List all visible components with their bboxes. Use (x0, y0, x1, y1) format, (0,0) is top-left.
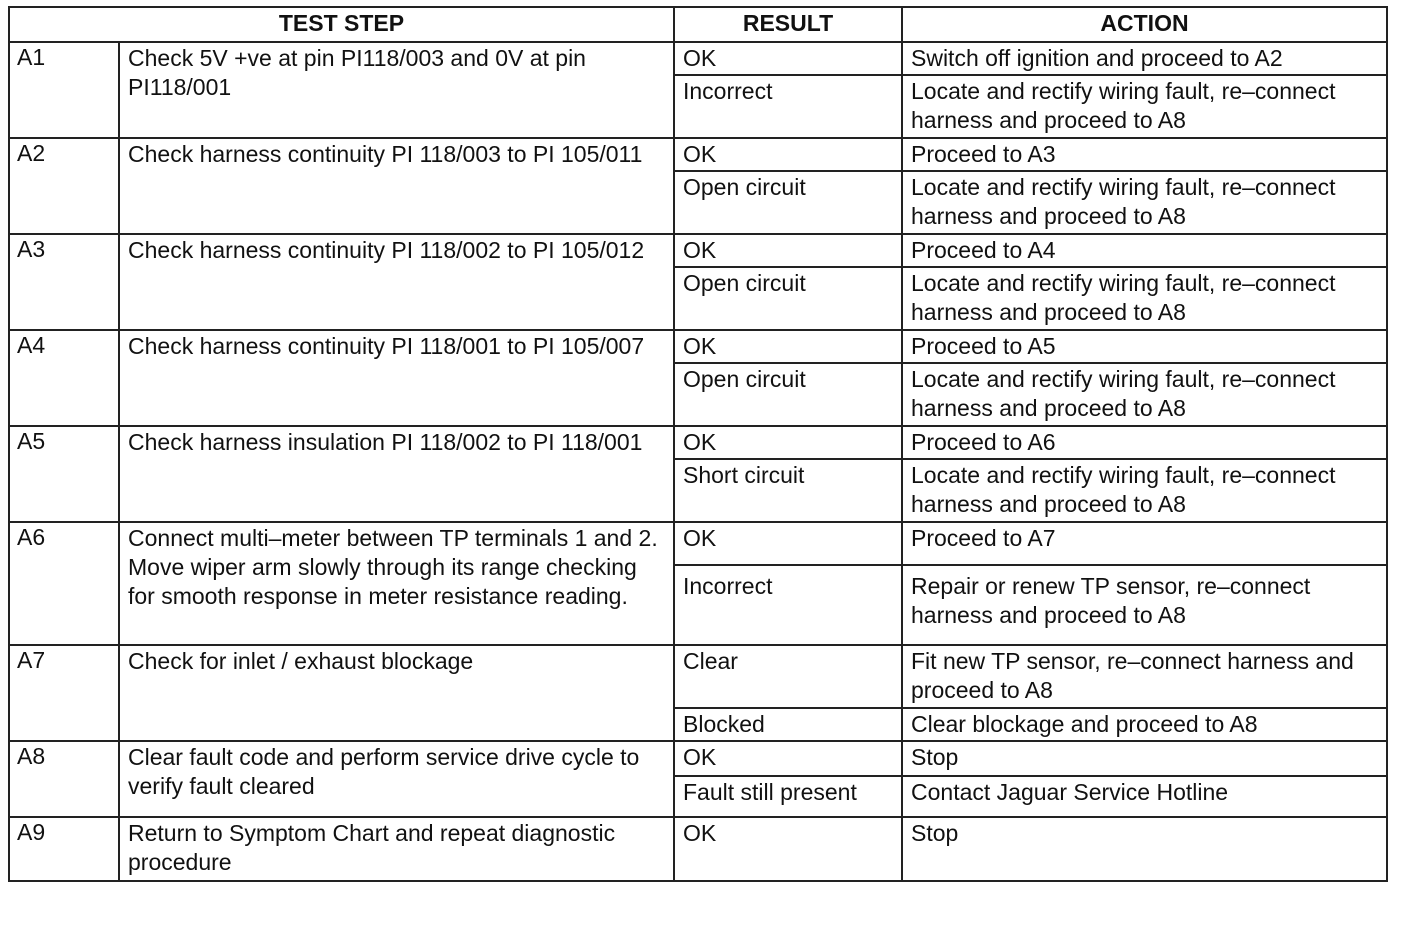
step-id: A8 (9, 741, 119, 817)
table-row (9, 42, 1387, 75)
step-description: Check harness continuity PI 118/002 to PI 105/012 (119, 234, 674, 330)
header-action: ACTION (902, 7, 1387, 42)
step-result: Open circuit (674, 363, 902, 426)
step-description: Clear fault code and perform service drive cycle to verify fault cleared (119, 741, 674, 817)
table-row (9, 645, 1387, 708)
step-id: A3 (9, 234, 119, 330)
step-action: Stop (902, 817, 1387, 881)
step-description: Check harness continuity PI 118/001 to PI 105/007 (119, 330, 674, 426)
table-row (9, 741, 1387, 776)
table-row (9, 234, 1387, 267)
step-result: Fault still present (674, 776, 902, 817)
step-result: Open circuit (674, 171, 902, 234)
step-id: A4 (9, 330, 119, 426)
step-description: Check harness insulation PI 118/002 to PI 118/001 (119, 426, 674, 522)
table-row (9, 330, 1387, 363)
step-id: A9 (9, 817, 119, 881)
step-id: A6 (9, 522, 119, 645)
step-description: Check harness continuity PI 118/003 to PI 105/011 (119, 138, 674, 234)
step-description: Check 5V +ve at pin PI118/003 and 0V at pin PI118/001 (119, 42, 674, 138)
step-result: OK (674, 42, 902, 75)
table-row (9, 138, 1387, 171)
table-row (9, 426, 1387, 459)
diagnostic-table (8, 6, 1388, 882)
step-result: OK (674, 426, 902, 459)
step-action: Locate and rectify wiring fault, re–connect harness and proceed to A8 (902, 75, 1387, 138)
step-action: Proceed to A3 (902, 138, 1387, 171)
step-action: Switch off ignition and proceed to A2 (902, 42, 1387, 75)
step-result: OK (674, 522, 902, 565)
step-action: Locate and rectify wiring fault, re–connect harness and proceed to A8 (902, 363, 1387, 426)
step-action: Fit new TP sensor, re–connect harness and proceed to A8 (902, 645, 1387, 708)
step-result: OK (674, 330, 902, 363)
step-action: Locate and rectify wiring fault, re–connect harness and proceed to A8 (902, 267, 1387, 330)
step-action: Proceed to A7 (902, 522, 1387, 565)
step-id: A7 (9, 645, 119, 741)
header-result: RESULT (674, 7, 902, 42)
step-id: A2 (9, 138, 119, 234)
step-action: Contact Jaguar Service Hotline (902, 776, 1387, 817)
step-result: OK (674, 138, 902, 171)
header-row (9, 7, 1387, 42)
step-result: Clear (674, 645, 902, 708)
step-result: OK (674, 234, 902, 267)
step-result: Incorrect (674, 75, 902, 138)
step-action: Proceed to A6 (902, 426, 1387, 459)
step-description: Return to Symptom Chart and repeat diagnostic procedure (119, 817, 674, 881)
step-result: Incorrect (674, 565, 902, 645)
step-action: Repair or renew TP sensor, re–connect harness and proceed to A8 (902, 565, 1387, 645)
step-action: Proceed to A5 (902, 330, 1387, 363)
step-id: A5 (9, 426, 119, 522)
step-result: Short circuit (674, 459, 902, 522)
step-result: OK (674, 817, 902, 881)
step-action: Locate and rectify wiring fault, re–connect harness and proceed to A8 (902, 171, 1387, 234)
table-row (9, 522, 1387, 565)
table-row (9, 817, 1387, 881)
step-id: A1 (9, 42, 119, 138)
step-action: Stop (902, 741, 1387, 776)
step-result: OK (674, 741, 902, 776)
step-description: Connect multi–meter between TP terminals 1 and 2. Move wiper arm slowly through its range checking for smooth response in meter resistance reading. (119, 522, 674, 645)
step-result: Blocked (674, 708, 902, 741)
step-action: Proceed to A4 (902, 234, 1387, 267)
step-action: Locate and rectify wiring fault, re–connect harness and proceed to A8 (902, 459, 1387, 522)
step-action: Clear blockage and proceed to A8 (902, 708, 1387, 741)
step-result: Open circuit (674, 267, 902, 330)
header-test-step: TEST STEP (9, 7, 674, 42)
step-description: Check for inlet / exhaust blockage (119, 645, 674, 741)
diagnostic-table-page (8, 6, 1386, 882)
